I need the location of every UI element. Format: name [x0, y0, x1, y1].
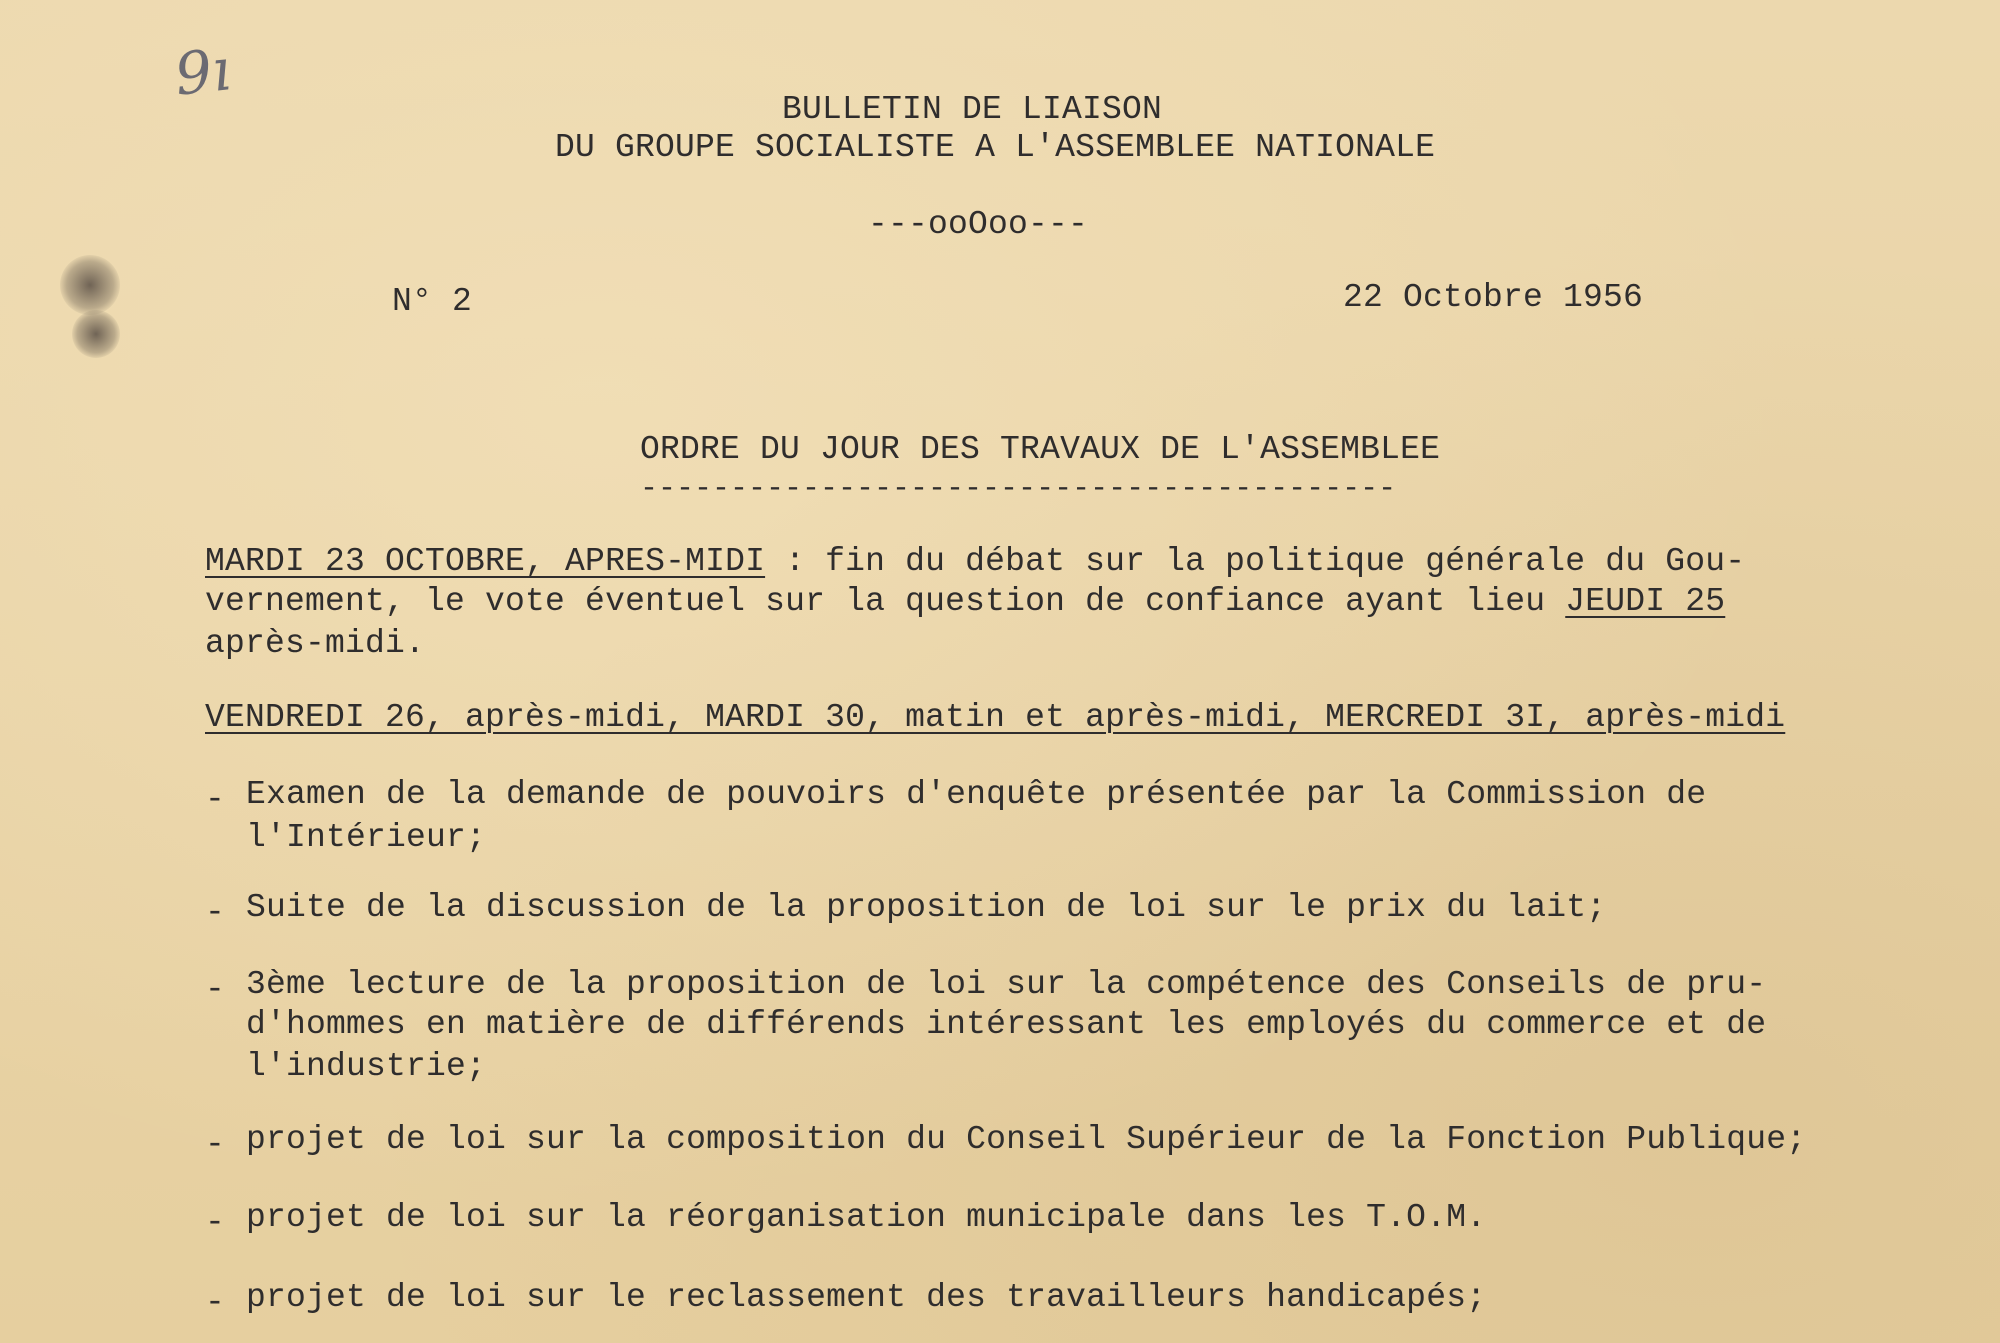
- punch-hole-top: [60, 255, 120, 315]
- item-3-line3: l'industrie;: [246, 1048, 487, 1085]
- item-6-line1: projet de loi sur le reclassement des travailleurs handicapés;: [246, 1279, 1487, 1316]
- paragraph1-line2-text: vernement, le vote éventuel sur la question de confiance ayant lieu: [205, 583, 1566, 620]
- schedule-line: VENDREDI 26, après-midi, MARDI 30, matin et après-midi, MERCREDI 3I, après-midi: [205, 699, 1786, 736]
- item-2-dash: -: [205, 894, 226, 931]
- bulletin-number: N° 2: [392, 283, 473, 320]
- item-6-dash: -: [205, 1284, 226, 1321]
- section-title: ORDRE DU JOUR DES TRAVAUX DE L'ASSEMBLEE: [640, 431, 1441, 468]
- paragraph1-line2-date: JEUDI 25: [1565, 583, 1726, 620]
- item-4-dash: -: [205, 1126, 226, 1163]
- paragraph1-line2: [205, 582, 1725, 622]
- header-separator: ---ooOoo---: [868, 206, 1089, 243]
- item-1-line2: l'Intérieur;: [246, 819, 487, 856]
- handwritten-mark: 9ı: [171, 35, 234, 109]
- item-2-line1: Suite de la discussion de la proposition de loi sur le prix du lait;: [246, 889, 1607, 926]
- bulletin-title-line1: BULLETIN DE LIAISON: [782, 91, 1163, 128]
- item-1-dash: -: [205, 781, 226, 818]
- paragraph1-line1-text: : fin du débat sur la politique générale du Gou-: [765, 543, 1746, 580]
- item-5-line1: projet de loi sur la réorganisation municipale dans les T.O.M.: [246, 1199, 1487, 1236]
- paragraph1-date-label: MARDI 23 OCTOBRE, APRES-MIDI: [205, 543, 766, 580]
- bulletin-date: 22 Octobre 1956: [1343, 279, 1644, 316]
- item-4-line1: projet de loi sur la composition du Conseil Supérieur de la Fonction Publique;: [246, 1121, 1807, 1158]
- item-1-line1: Examen de la demande de pouvoirs d'enquête présentée par la Commission de: [246, 776, 1707, 813]
- bulletin-title-line2: DU GROUPE SOCIALISTE A L'ASSEMBLEE NATIONALE: [555, 129, 1436, 166]
- section-rule: ------------------------------------------: [640, 472, 1397, 506]
- item-3-dash: -: [205, 971, 226, 1008]
- paragraph1-line3: après-midi.: [205, 625, 426, 662]
- item-3-line1: 3ème lecture de la proposition de loi sur la compétence des Conseils de pru-: [246, 966, 1767, 1003]
- punch-hole-bottom: [72, 310, 120, 358]
- paragraph1-line1: [205, 542, 1745, 582]
- item-5-dash: -: [205, 1204, 226, 1241]
- item-3-line2: d'hommes en matière de différends intéressant les employés du commerce et de: [246, 1006, 1767, 1043]
